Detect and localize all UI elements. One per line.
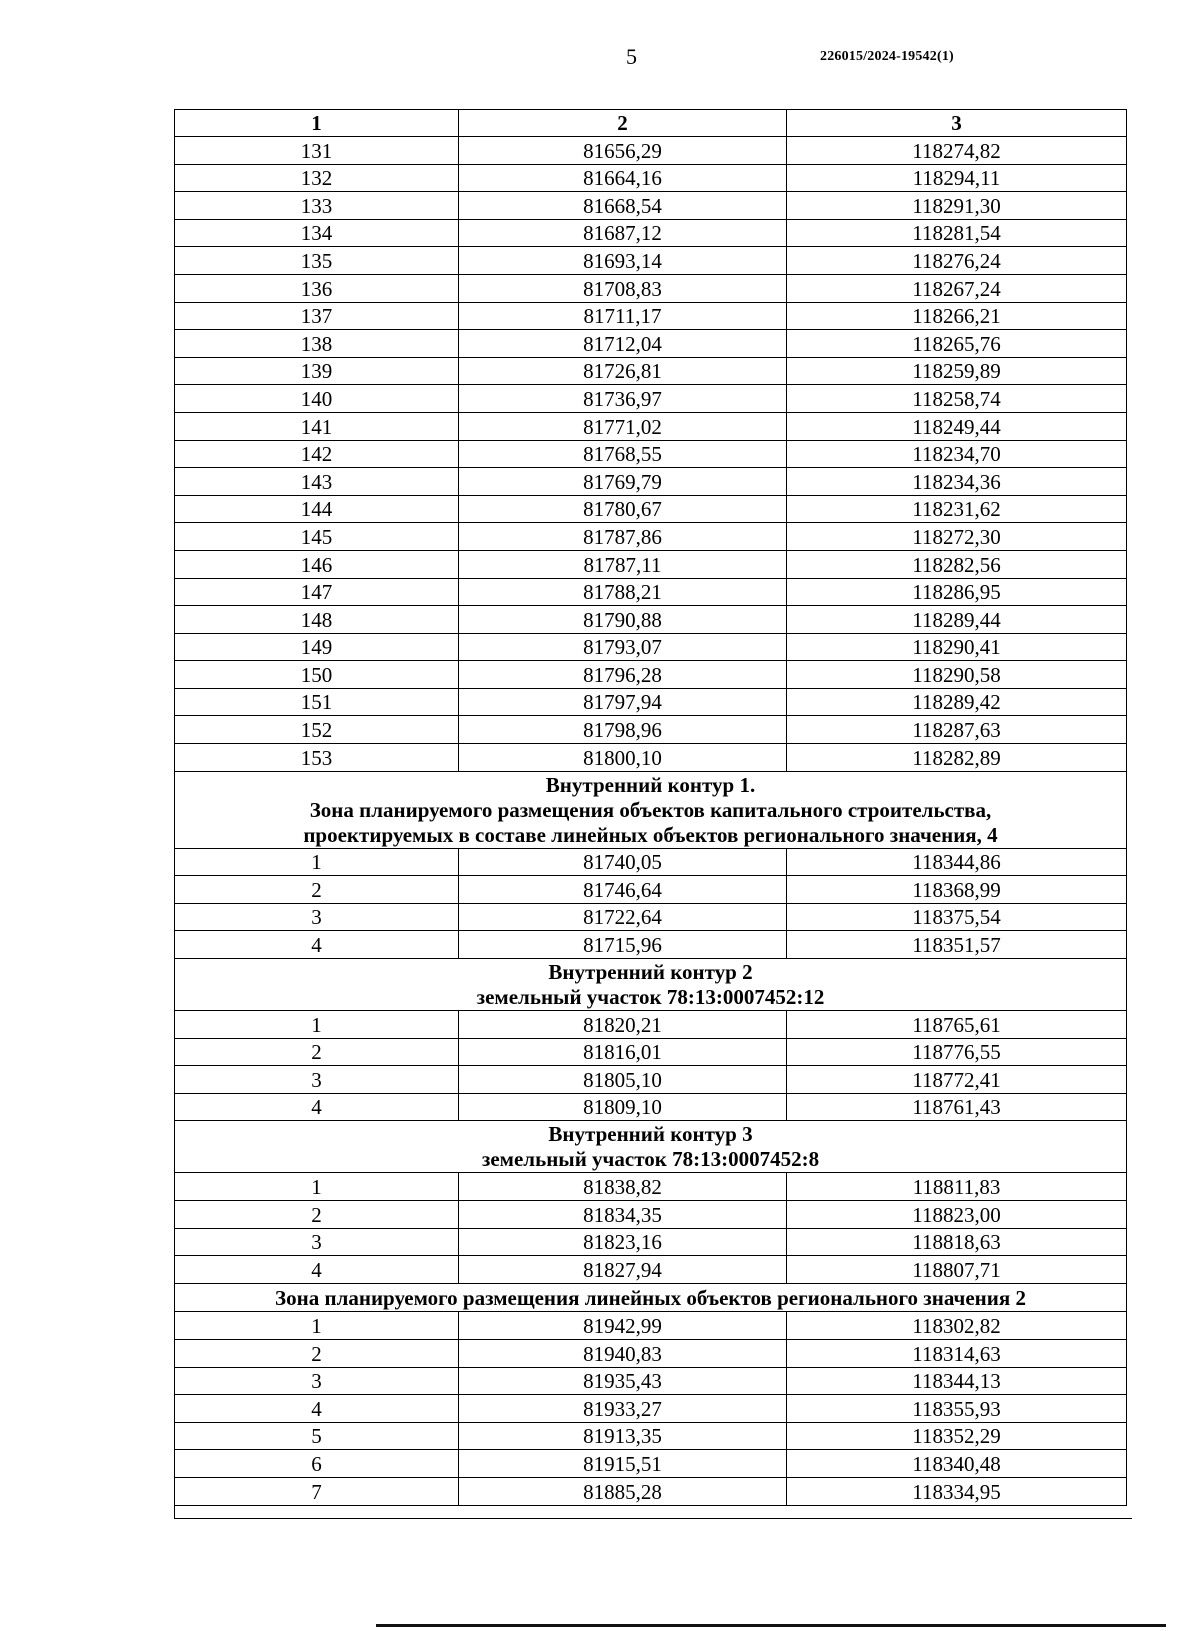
x-coordinate-cell: 81805,10 (459, 1066, 787, 1094)
y-coordinate-cell: 118772,41 (787, 1066, 1127, 1094)
x-coordinate-cell: 81935,43 (459, 1367, 787, 1395)
x-coordinate-cell: 81768,55 (459, 440, 787, 468)
x-coordinate-cell: 81942,99 (459, 1312, 787, 1340)
table-row (175, 137, 1127, 165)
section-title-row (175, 1121, 1127, 1173)
y-coordinate-cell: 118368,99 (787, 876, 1127, 904)
table-row (175, 412, 1127, 440)
page-number: 5 (626, 44, 637, 69)
x-coordinate-cell: 81746,64 (459, 876, 787, 904)
x-coordinate-cell: 81820,21 (459, 1011, 787, 1039)
point-number-cell: 2 (175, 1201, 459, 1229)
y-coordinate-cell: 118765,61 (787, 1011, 1127, 1039)
table-row (175, 247, 1127, 275)
table-row (175, 1093, 1127, 1121)
table-row (175, 1173, 1127, 1201)
table-row (175, 606, 1127, 634)
document-id: 226015/2024-19542(1) (820, 49, 954, 64)
point-number-cell: 151 (175, 688, 459, 716)
y-coordinate-cell: 118776,55 (787, 1038, 1127, 1066)
section-title-row (175, 771, 1127, 848)
y-coordinate-cell: 118234,70 (787, 440, 1127, 468)
y-coordinate-cell: 118807,71 (787, 1256, 1127, 1284)
table-row (175, 716, 1127, 744)
column-header-2: 2 (459, 110, 787, 137)
y-coordinate-cell: 118818,63 (787, 1228, 1127, 1256)
x-coordinate-cell: 81664,16 (459, 164, 787, 192)
y-coordinate-cell: 118274,82 (787, 137, 1127, 165)
x-coordinate-cell: 81798,96 (459, 716, 787, 744)
point-number-cell: 7 (175, 1477, 459, 1505)
section-title-line: Внутренний контур 3 (548, 1122, 753, 1147)
point-number-cell: 1 (175, 848, 459, 876)
table-row (175, 1228, 1127, 1256)
y-coordinate-cell: 118290,41 (787, 633, 1127, 661)
x-coordinate-cell: 81793,07 (459, 633, 787, 661)
point-number-cell: 131 (175, 137, 459, 165)
point-number-cell: 3 (175, 1228, 459, 1256)
section-title-line: Внутренний контур 1. (545, 772, 756, 797)
y-coordinate-cell: 118234,36 (787, 468, 1127, 496)
x-coordinate-cell: 81834,35 (459, 1201, 787, 1229)
x-coordinate-cell: 81788,21 (459, 578, 787, 606)
x-coordinate-cell: 81726,81 (459, 357, 787, 385)
table-body (175, 110, 1127, 1506)
x-coordinate-cell: 81800,10 (459, 744, 787, 772)
y-coordinate-cell: 118761,43 (787, 1093, 1127, 1121)
point-number-cell: 1 (175, 1312, 459, 1340)
point-number-cell: 142 (175, 440, 459, 468)
point-number-cell: 4 (175, 1395, 459, 1423)
y-coordinate-cell: 118294,11 (787, 164, 1127, 192)
y-coordinate-cell: 118351,57 (787, 931, 1127, 959)
y-coordinate-cell: 118344,86 (787, 848, 1127, 876)
table-row (175, 1066, 1127, 1094)
x-coordinate-cell: 81797,94 (459, 688, 787, 716)
y-coordinate-cell: 118267,24 (787, 274, 1127, 302)
y-coordinate-cell: 118265,76 (787, 330, 1127, 358)
point-number-cell: 136 (175, 274, 459, 302)
x-coordinate-cell: 81823,16 (459, 1228, 787, 1256)
x-coordinate-cell: 81722,64 (459, 903, 787, 931)
y-coordinate-cell: 118259,89 (787, 357, 1127, 385)
x-coordinate-cell: 81740,05 (459, 848, 787, 876)
coordinates-table-frame (174, 109, 1132, 1519)
coordinates-table (174, 109, 1127, 1506)
x-coordinate-cell: 81816,01 (459, 1038, 787, 1066)
x-coordinate-cell: 81693,14 (459, 247, 787, 275)
table-row (175, 468, 1127, 496)
section-title (175, 959, 1127, 1011)
section-title-row (175, 1283, 1127, 1312)
point-number-cell: 150 (175, 661, 459, 689)
y-coordinate-cell: 118302,82 (787, 1312, 1127, 1340)
table-row (175, 633, 1127, 661)
table-row (175, 302, 1127, 330)
table-row (175, 440, 1127, 468)
section-title-line: Зона планируемого размещения линейных объектов регионального значения 2 (275, 1285, 1026, 1310)
x-coordinate-cell: 81736,97 (459, 385, 787, 413)
table-row (175, 192, 1127, 220)
section-title (175, 1283, 1127, 1312)
table-row (175, 1395, 1127, 1423)
section-title-line: Зона планируемого размещения объектов капитального строительства, (309, 797, 992, 822)
y-coordinate-cell: 118266,21 (787, 302, 1127, 330)
point-number-cell: 141 (175, 412, 459, 440)
scan-edge-line (376, 1624, 1166, 1627)
point-number-cell: 143 (175, 468, 459, 496)
x-coordinate-cell: 81708,83 (459, 274, 787, 302)
x-coordinate-cell: 81838,82 (459, 1173, 787, 1201)
section-title (175, 771, 1127, 848)
y-coordinate-cell: 118258,74 (787, 385, 1127, 413)
y-coordinate-cell: 118281,54 (787, 219, 1127, 247)
point-number-cell: 145 (175, 523, 459, 551)
section-title-line: проектируемых в составе линейных объектов регионального значения, 4 (303, 822, 998, 847)
y-coordinate-cell: 118291,30 (787, 192, 1127, 220)
point-number-cell: 4 (175, 931, 459, 959)
point-number-cell: 137 (175, 302, 459, 330)
x-coordinate-cell: 81711,17 (459, 302, 787, 330)
x-coordinate-cell: 81933,27 (459, 1395, 787, 1423)
y-coordinate-cell: 118231,62 (787, 495, 1127, 523)
point-number-cell: 1 (175, 1011, 459, 1039)
point-number-cell: 135 (175, 247, 459, 275)
table-header-row (175, 110, 1127, 137)
point-number-cell: 152 (175, 716, 459, 744)
point-number-cell: 4 (175, 1256, 459, 1284)
table-row (175, 274, 1127, 302)
point-number-cell: 153 (175, 744, 459, 772)
x-coordinate-cell: 81715,96 (459, 931, 787, 959)
point-number-cell: 2 (175, 876, 459, 904)
y-coordinate-cell: 118276,24 (787, 247, 1127, 275)
y-coordinate-cell: 118344,13 (787, 1367, 1127, 1395)
y-coordinate-cell: 118314,63 (787, 1339, 1127, 1367)
y-coordinate-cell: 118282,56 (787, 550, 1127, 578)
x-coordinate-cell: 81915,51 (459, 1450, 787, 1478)
section-title-row (175, 959, 1127, 1011)
table-row (175, 1256, 1127, 1284)
point-number-cell: 144 (175, 495, 459, 523)
x-coordinate-cell: 81885,28 (459, 1477, 787, 1505)
x-coordinate-cell: 81771,02 (459, 412, 787, 440)
point-number-cell: 6 (175, 1450, 459, 1478)
table-row (175, 931, 1127, 959)
point-number-cell: 5 (175, 1422, 459, 1450)
table-row (175, 330, 1127, 358)
table-row (175, 688, 1127, 716)
x-coordinate-cell: 81780,67 (459, 495, 787, 523)
table-row (175, 219, 1127, 247)
table-row (175, 1422, 1127, 1450)
x-coordinate-cell: 81668,54 (459, 192, 787, 220)
y-coordinate-cell: 118823,00 (787, 1201, 1127, 1229)
section-title-line: земельный участок 78:13:0007452:8 (481, 1147, 820, 1172)
x-coordinate-cell: 81827,94 (459, 1256, 787, 1284)
table-row (175, 1477, 1127, 1505)
table-row (175, 744, 1127, 772)
x-coordinate-cell: 81687,12 (459, 219, 787, 247)
point-number-cell: 134 (175, 219, 459, 247)
table-row (175, 848, 1127, 876)
y-coordinate-cell: 118289,44 (787, 606, 1127, 634)
x-coordinate-cell: 81787,11 (459, 550, 787, 578)
y-coordinate-cell: 118289,42 (787, 688, 1127, 716)
table-row (175, 1201, 1127, 1229)
table-row (175, 1038, 1127, 1066)
point-number-cell: 140 (175, 385, 459, 413)
section-title (175, 1121, 1127, 1173)
table-row (175, 578, 1127, 606)
y-coordinate-cell: 118340,48 (787, 1450, 1127, 1478)
column-header-1: 1 (175, 110, 459, 137)
x-coordinate-cell: 81809,10 (459, 1093, 787, 1121)
y-coordinate-cell: 118290,58 (787, 661, 1127, 689)
y-coordinate-cell: 118375,54 (787, 903, 1127, 931)
point-number-cell: 149 (175, 633, 459, 661)
y-coordinate-cell: 118282,89 (787, 744, 1127, 772)
y-coordinate-cell: 118286,95 (787, 578, 1127, 606)
x-coordinate-cell: 81656,29 (459, 137, 787, 165)
table-row (175, 1339, 1127, 1367)
y-coordinate-cell: 118249,44 (787, 412, 1127, 440)
table-row (175, 357, 1127, 385)
y-coordinate-cell: 118287,63 (787, 716, 1127, 744)
point-number-cell: 1 (175, 1173, 459, 1201)
point-number-cell: 133 (175, 192, 459, 220)
x-coordinate-cell: 81913,35 (459, 1422, 787, 1450)
x-coordinate-cell: 81769,79 (459, 468, 787, 496)
point-number-cell: 147 (175, 578, 459, 606)
point-number-cell: 3 (175, 903, 459, 931)
point-number-cell: 3 (175, 1066, 459, 1094)
section-title-line: земельный участок 78:13:0007452:12 (476, 985, 825, 1010)
point-number-cell: 2 (175, 1339, 459, 1367)
table-row (175, 903, 1127, 931)
point-number-cell: 132 (175, 164, 459, 192)
table-row (175, 164, 1127, 192)
table-row (175, 523, 1127, 551)
table-row (175, 876, 1127, 904)
column-header-3: 3 (787, 110, 1127, 137)
point-number-cell: 139 (175, 357, 459, 385)
point-number-cell: 2 (175, 1038, 459, 1066)
table-row (175, 661, 1127, 689)
point-number-cell: 148 (175, 606, 459, 634)
table-row (175, 550, 1127, 578)
y-coordinate-cell: 118811,83 (787, 1173, 1127, 1201)
point-number-cell: 146 (175, 550, 459, 578)
point-number-cell: 138 (175, 330, 459, 358)
y-coordinate-cell: 118352,29 (787, 1422, 1127, 1450)
x-coordinate-cell: 81787,86 (459, 523, 787, 551)
point-number-cell: 3 (175, 1367, 459, 1395)
table-row (175, 495, 1127, 523)
y-coordinate-cell: 118272,30 (787, 523, 1127, 551)
x-coordinate-cell: 81796,28 (459, 661, 787, 689)
table-row (175, 1011, 1127, 1039)
table-row (175, 1312, 1127, 1340)
section-title-line: Внутренний контур 2 (548, 960, 753, 985)
y-coordinate-cell: 118334,95 (787, 1477, 1127, 1505)
table-row (175, 385, 1127, 413)
x-coordinate-cell: 81790,88 (459, 606, 787, 634)
table-row (175, 1450, 1127, 1478)
x-coordinate-cell: 81712,04 (459, 330, 787, 358)
x-coordinate-cell: 81940,83 (459, 1339, 787, 1367)
point-number-cell: 4 (175, 1093, 459, 1121)
table-row (175, 1367, 1127, 1395)
y-coordinate-cell: 118355,93 (787, 1395, 1127, 1423)
